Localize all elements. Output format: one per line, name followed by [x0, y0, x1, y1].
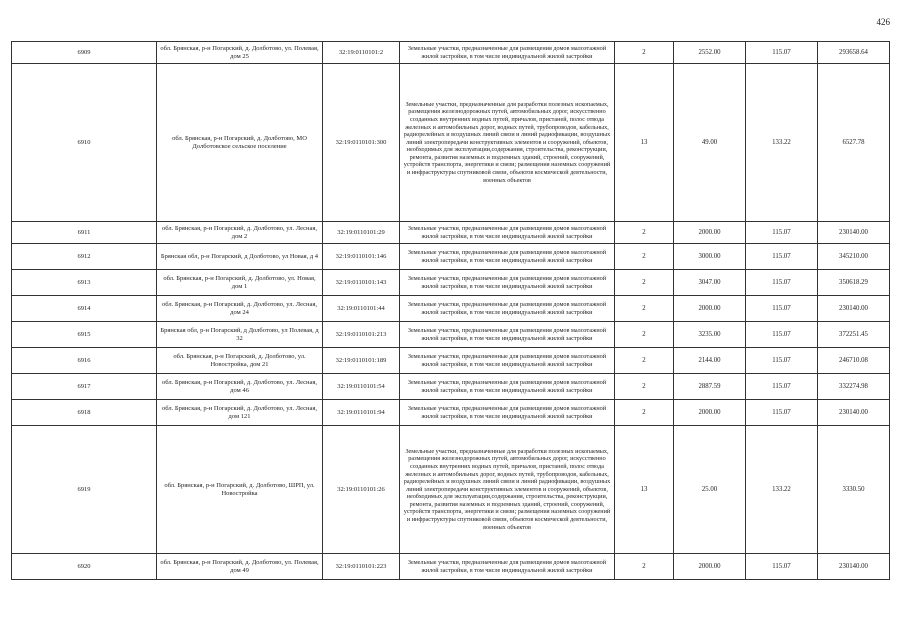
land-use-type-cell: Земельные участки, предназначенные для размещения домов малоэтажной жилой застройки, в том числе индивидуальной жилой застройки	[400, 296, 615, 322]
cadastral-value-cell: 350618.29	[818, 270, 890, 296]
address-cell: обл. Брянская, р-н Погарский, д. Долботово, ул. Полевая, дом 49	[157, 554, 323, 580]
cadastral-value-cell: 3330.50	[818, 426, 890, 554]
specific-value-cell: 115.07	[746, 222, 818, 244]
specific-value-cell: 133.22	[746, 426, 818, 554]
record-number-cell: 6915	[12, 322, 157, 348]
specific-value-cell: 115.07	[746, 348, 818, 374]
cadastral-number-cell: 32:19:0110101:26	[323, 426, 400, 554]
page-number: 426	[876, 17, 890, 27]
record-number-cell: 6919	[12, 426, 157, 554]
group-number-cell: 2	[615, 554, 674, 580]
cadastral-number-cell: 32:19:0110101:94	[323, 400, 400, 426]
table-row	[12, 322, 890, 348]
cadastral-number-cell: 32:19:0110101:189	[323, 348, 400, 374]
cadastral-value-cell: 246710.08	[818, 348, 890, 374]
specific-value-cell: 133.22	[746, 64, 818, 222]
area-cell: 49.00	[674, 64, 746, 222]
cadastral-value-cell: 345210.00	[818, 244, 890, 270]
land-use-type-cell: Земельные участки, предназначенные для размещения домов малоэтажной жилой застройки, в том числе индивидуальной жилой застройки	[400, 270, 615, 296]
cadastral-value-table	[11, 41, 890, 580]
cadastral-number-cell: 32:19:0110101:54	[323, 374, 400, 400]
cadastral-number-cell: 32:19:0110101:29	[323, 222, 400, 244]
record-number-cell: 6917	[12, 374, 157, 400]
area-cell: 2000.00	[674, 554, 746, 580]
group-number-cell: 2	[615, 322, 674, 348]
group-number-cell: 2	[615, 270, 674, 296]
land-use-type-cell: Земельные участки, предназначенные для размещения домов малоэтажной жилой застройки, в том числе индивидуальной жилой застройки	[400, 222, 615, 244]
land-use-type-cell: Земельные участки, предназначенные для размещения домов малоэтажной жилой застройки, в том числе индивидуальной жилой застройки	[400, 42, 615, 64]
cadastral-value-cell: 293658.64	[818, 42, 890, 64]
land-use-type-cell: Земельные участки, предназначенные для размещения домов малоэтажной жилой застройки, в том числе индивидуальной жилой застройки	[400, 244, 615, 270]
table-row	[12, 554, 890, 580]
address-cell: обл. Брянская, р-н Погарский, д. Долботово, ул. Новостройка, дом 21	[157, 348, 323, 374]
record-number-cell: 6911	[12, 222, 157, 244]
table-row	[12, 426, 890, 554]
land-use-type-cell: Земельные участки, предназначенные для разработки полезных ископаемых, размещения железнодорожных путей, автомобильных дорог, искусственно созданных внутренних водных путей, причалов, пристаней, полос отвода железных и автомобильных дорог, водных путей, трубопроводов, кабельных, радиорелейных и воздушных линий связи и линий радиофикации, воздушных линий электропередачи конструктивных элементов и сооружений, объектов, необходимых для эксплуатации,содержания, строительства, реконструкции, ремонта, развития наземных и подземных зданий, строений, сооружений, устройств транспорта, энергетики и связи; размещения наземных сооружений и инфраструктуры спутниковой связи, объектов космической деятельности, военных объектов	[400, 64, 615, 222]
address-cell: обл. Брянская, р-н Погарский, д. Долботово, ул. Лесная, дом 46	[157, 374, 323, 400]
cadastral-value-cell: 230140.00	[818, 222, 890, 244]
address-cell: Брянская обл, р-н Погарский, д Долботово, ул Полевая, д 32	[157, 322, 323, 348]
record-number-cell: 6912	[12, 244, 157, 270]
specific-value-cell: 115.07	[746, 296, 818, 322]
land-use-type-cell: Земельные участки, предназначенные для размещения домов малоэтажной жилой застройки, в том числе индивидуальной жилой застройки	[400, 554, 615, 580]
record-number-cell: 6918	[12, 400, 157, 426]
address-cell: обл. Брянская, р-н Погарский, д. Долботово, ул. Новая, дом 1	[157, 270, 323, 296]
table-row	[12, 400, 890, 426]
area-cell: 2887.59	[674, 374, 746, 400]
table-row	[12, 374, 890, 400]
area-cell: 25.00	[674, 426, 746, 554]
cadastral-number-cell: 32:19:0110101:143	[323, 270, 400, 296]
record-number-cell: 6914	[12, 296, 157, 322]
land-use-type-cell: Земельные участки, предназначенные для размещения домов малоэтажной жилой застройки, в том числе индивидуальной жилой застройки	[400, 374, 615, 400]
table-row	[12, 348, 890, 374]
area-cell: 3235.00	[674, 322, 746, 348]
address-cell: обл. Брянская, р-н Погарский, д. Долботово, ул. Полевая, дом 25	[157, 42, 323, 64]
area-cell: 2000.00	[674, 296, 746, 322]
area-cell: 2144.00	[674, 348, 746, 374]
land-use-type-cell: Земельные участки, предназначенные для разработки полезных ископаемых, размещения железнодорожных путей, автомобильных дорог, искусственно созданных внутренних водных путей, причалов, пристаней, полос отвода железных и автомобильных дорог, водных путей, трубопроводов, кабельных, радиорелейных и воздушных линий связи и линий радиофикации, воздушных линий электропередачи конструктивных элементов и сооружений, объектов, необходимых для эксплуатации,содержания, строительства, реконструкции, ремонта, развития наземных и подземных зданий, строений, сооружений, устройств транспорта, энергетики и связи; размещения наземных сооружений и инфраструктуры спутниковой связи, объектов космической деятельности, военных объектов	[400, 426, 615, 554]
address-cell: Брянская обл, р-н Погарский, д Долботово, ул Новая, д 4	[157, 244, 323, 270]
group-number-cell: 2	[615, 222, 674, 244]
specific-value-cell: 115.07	[746, 374, 818, 400]
specific-value-cell: 115.07	[746, 400, 818, 426]
cadastral-number-cell: 32:19:0110101:300	[323, 64, 400, 222]
address-cell: обл. Брянская, р-н Погарский, д. Долботово, МО Долботовское сельское поселение	[157, 64, 323, 222]
cadastral-number-cell: 32:19:0110101:223	[323, 554, 400, 580]
specific-value-cell: 115.07	[746, 42, 818, 64]
specific-value-cell: 115.07	[746, 322, 818, 348]
group-number-cell: 2	[615, 42, 674, 64]
land-use-type-cell: Земельные участки, предназначенные для размещения домов малоэтажной жилой застройки, в том числе индивидуальной жилой застройки	[400, 322, 615, 348]
area-cell: 2000.00	[674, 222, 746, 244]
record-number-cell: 6913	[12, 270, 157, 296]
cadastral-value-cell: 6527.78	[818, 64, 890, 222]
group-number-cell: 2	[615, 296, 674, 322]
address-cell: обл. Брянская, р-н Погарский, д. Долботово, ул. Лесная, дом 121	[157, 400, 323, 426]
area-cell: 2000.00	[674, 400, 746, 426]
specific-value-cell: 115.07	[746, 554, 818, 580]
cadastral-value-cell: 372251.45	[818, 322, 890, 348]
cadastral-number-cell: 32:19:0110101:146	[323, 244, 400, 270]
table-row	[12, 244, 890, 270]
group-number-cell: 2	[615, 244, 674, 270]
record-number-cell: 6916	[12, 348, 157, 374]
group-number-cell: 2	[615, 400, 674, 426]
cadastral-value-cell: 230140.00	[818, 400, 890, 426]
cadastral-number-cell: 32:19:0110101:213	[323, 322, 400, 348]
cadastral-value-cell: 230140.00	[818, 296, 890, 322]
specific-value-cell: 115.07	[746, 270, 818, 296]
group-number-cell: 13	[615, 426, 674, 554]
area-cell: 2552.00	[674, 42, 746, 64]
land-use-type-cell: Земельные участки, предназначенные для размещения домов малоэтажной жилой застройки, в том числе индивидуальной жилой застройки	[400, 400, 615, 426]
cadastral-number-cell: 32:19:0110101:44	[323, 296, 400, 322]
address-cell: обл. Брянская, р-н Погарский, д. Долботово, ул. Лесная, дом 2	[157, 222, 323, 244]
record-number-cell: 6910	[12, 64, 157, 222]
cadastral-value-cell: 230140.00	[818, 554, 890, 580]
table-row	[12, 296, 890, 322]
address-cell: обл. Брянская, р-н Погарский, д. Долботово, ул. Лесная, дом 24	[157, 296, 323, 322]
area-cell: 3047.00	[674, 270, 746, 296]
cadastral-value-cell: 332274.98	[818, 374, 890, 400]
cadastral-number-cell: 32:19:0110101:2	[323, 42, 400, 64]
record-number-cell: 6909	[12, 42, 157, 64]
table-row	[12, 64, 890, 222]
group-number-cell: 2	[615, 348, 674, 374]
specific-value-cell: 115.07	[746, 244, 818, 270]
address-cell: обл. Брянская, р-н Погарский, д. Долботово, ШРП, ул. Новостройка	[157, 426, 323, 554]
table-row	[12, 270, 890, 296]
record-number-cell: 6920	[12, 554, 157, 580]
table-row	[12, 222, 890, 244]
table-row	[12, 42, 890, 64]
area-cell: 3000.00	[674, 244, 746, 270]
group-number-cell: 13	[615, 64, 674, 222]
group-number-cell: 2	[615, 374, 674, 400]
land-use-type-cell: Земельные участки, предназначенные для размещения домов малоэтажной жилой застройки, в том числе индивидуальной жилой застройки	[400, 348, 615, 374]
